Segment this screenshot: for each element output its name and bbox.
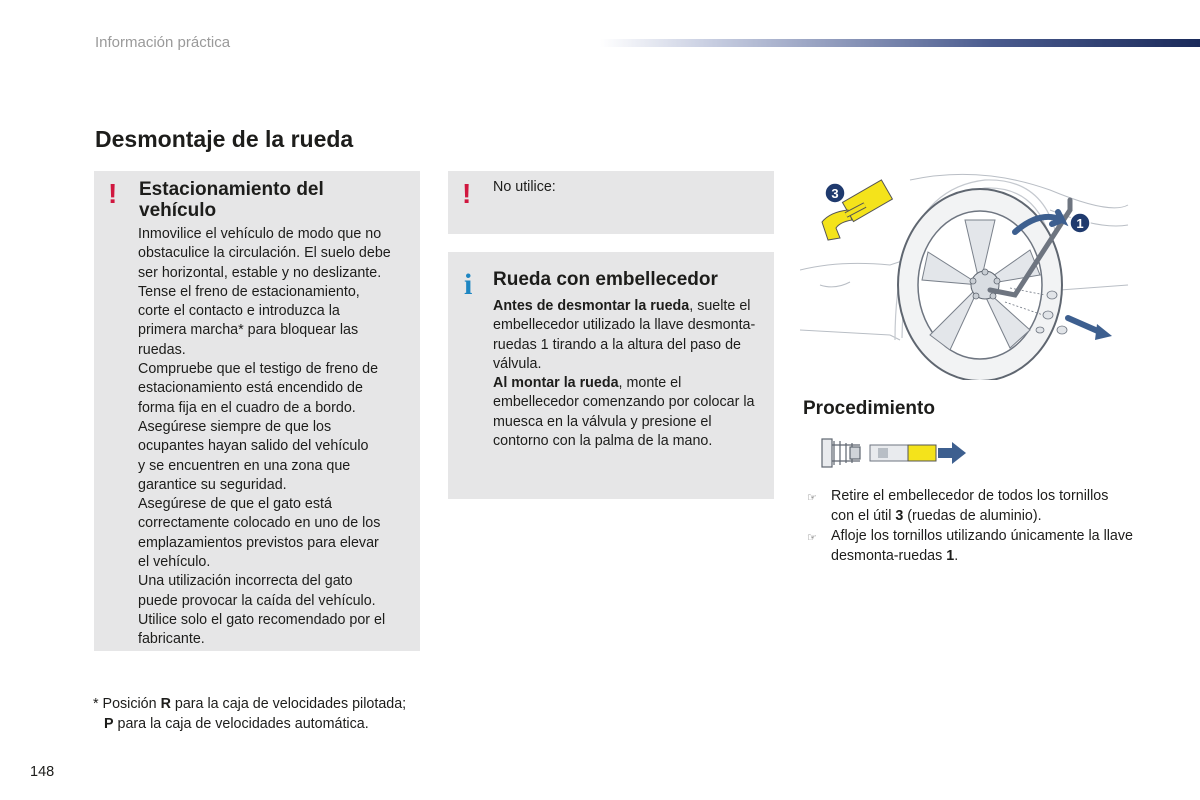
badge-1: [1070, 213, 1090, 233]
procedure-step: [803, 486, 1133, 526]
footnote-bold: R: [160, 696, 171, 712]
parking-box-title-line: Estacionamiento del: [139, 179, 324, 200]
footnote-text: para la caja de velocidades automática.: [113, 716, 369, 732]
warning-text: No utilice:: [493, 179, 556, 195]
hubcap-text: , suelte el embellecedor utilizado la llave desmonta-ruedas 1 tirando a la altura del paso de válvula.: [493, 298, 756, 372]
parking-box-title: [139, 179, 409, 221]
footnote-bold: P: [104, 716, 114, 732]
tool-pictogram: [870, 445, 936, 461]
header-decorative-bar: [600, 39, 1200, 47]
warning-icon: !: [462, 178, 472, 209]
page-title: Desmontaje de la rueda: [95, 126, 354, 152]
parking-paragraph: Asegúrese de que el gato está correctamente colocado en uno de los emplazamientos previstos para elevar el vehículo.: [138, 496, 381, 571]
step-text: .: [954, 548, 959, 564]
hubcap-bold: Antes de desmontar la rueda: [493, 298, 690, 314]
parking-box-body: [138, 225, 418, 650]
step-bold: 1: [946, 548, 955, 564]
removal-arrow: [1068, 318, 1100, 332]
hubcap-info-box: [448, 252, 774, 499]
footnote-text: para la caja de velocidades pilotada;: [170, 696, 407, 712]
page-number: 148: [30, 764, 55, 780]
bolt-pictogram: [822, 439, 860, 467]
parking-warning-box: [94, 171, 420, 651]
badge-3-label: 3: [831, 186, 839, 201]
hubcap-paragraph: [493, 297, 768, 374]
warning-icon: !: [108, 178, 118, 209]
do-not-use-warning-box: [448, 171, 774, 234]
pointing-hand-icon: ☞: [807, 532, 817, 544]
badge-3: [825, 183, 845, 203]
parking-paragraph: Asegúrese siempre de que los ocupantes hayan salido del vehículo y se encuentren en una zona que garantice su seguridad.: [138, 418, 369, 493]
hubcap-box-body: [493, 297, 768, 451]
procedure-title: Procedimiento: [803, 398, 935, 419]
footnote-text: * Posición: [93, 696, 161, 712]
procedure-steps: [803, 486, 1133, 566]
procedure-pictogram: [820, 433, 970, 473]
info-icon: i: [464, 268, 473, 301]
parking-paragraph: Compruebe que el testigo de freno de estacionamiento está encendido de forma fija en el cuadro de a bordo.: [138, 361, 379, 416]
step-text: (ruedas de aluminio).: [903, 508, 1042, 524]
step-bold: 3: [895, 508, 904, 524]
pointing-hand-icon: ☞: [807, 492, 817, 504]
hubcap-text: , monte el embellecedor comenzando por colocar la muesca en la válvula y presione el contorno con la palma de la mano.: [493, 375, 755, 450]
parking-box-title-line: vehículo: [139, 200, 217, 221]
wheel-removal-illustration: [800, 170, 1130, 380]
badge-1-label: 1: [1076, 216, 1084, 231]
hubcap-paragraph: [493, 374, 768, 451]
removal-arrow-head: [1095, 324, 1112, 340]
procedure-step: [803, 526, 1133, 566]
hubcap-box-title: Rueda con embellecedor: [493, 269, 718, 290]
footnote: [93, 694, 414, 734]
parking-paragraph: Inmovilice el vehículo de modo que no obstaculice la circulación. El suelo debe ser horizontal, estable y no deslizante.: [138, 226, 391, 281]
parking-paragraph: Una utilización incorrecta del gato puede provocar la caída del vehículo. Utilice solo el gato recomendado por el fabricante.: [138, 573, 386, 648]
step-text: Afloje los tornillos utilizando únicamente la llave desmonta-ruedas: [831, 528, 1133, 564]
section-header: Información práctica: [95, 34, 231, 51]
pull-arrow-icon: [938, 442, 966, 464]
parking-paragraph: Tense el freno de estacionamiento, corte el contacto e introduzca la primera marcha* para bloquear las ruedas.: [138, 283, 360, 358]
hubcap-bold: Al montar la rueda: [493, 375, 619, 392]
step-text: Retire el embellecedor de todos los tornillos con el útil: [831, 488, 1109, 524]
